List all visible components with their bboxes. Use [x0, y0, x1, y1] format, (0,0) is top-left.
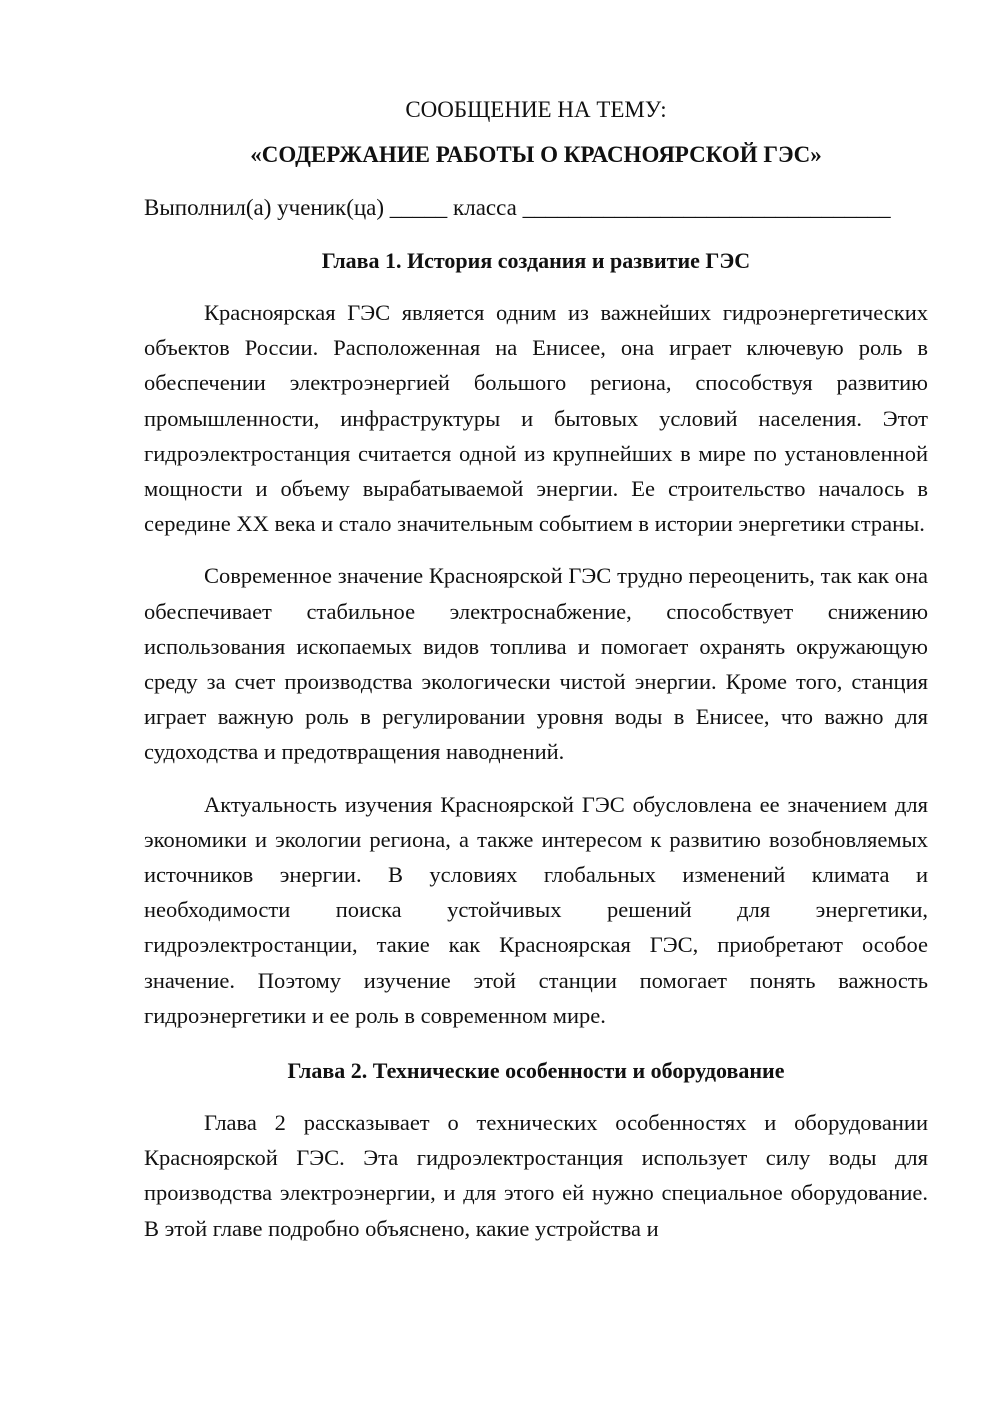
chapter-1-paragraph-1: Красноярская ГЭС является одним из важнейших гидроэнергетических объектов России. Расположенная на Енисее, она играет ключевую роль в обеспечении электроэнергией большого региона, способствуя развитию промышленности, инфраструктуры и бытовых условий населения. Этот гидроэлектростанция считается одной из крупнейших в мире по установленной мощности и объему вырабатываемой энергии. Ее строительство началось в середине XX века и стало значительным событием в истории энергетики страны. [144, 300, 928, 537]
chapter-2 [144, 1053, 928, 1246]
chapter-1-heading: Глава 1. История создания и развитие ГЭС [321, 248, 751, 273]
chapter-2-paragraph-1: Глава 2 рассказывает о технических особенностях и оборудовании Красноярской ГЭС. Эта гидроэлектростанция использует силу воды для производства электроэнергии, и для этого ей нужно специальное оборудование. В этой главе подробно объяснено, какие устройства и [144, 1110, 928, 1241]
author-line: Выполнил(а) ученик(ца) _____ класса ________________________________ [144, 195, 891, 220]
chapter-1 [144, 243, 928, 1033]
topic-label: СООБЩЕНИЕ НА ТЕМУ: [405, 97, 667, 122]
chapter-1-paragraph-3: Актуальность изучения Красноярской ГЭС обусловлена ее значением для экономики и экологии региона, а также интересом к развитию возобновляемых источников энергии. В условиях глобальных изменений климата и необходимости поиска устойчивых решений для энергетики, гидроэлектростанции, такие как Красноярская ГЭС, приобретают особое значение. Поэтому изучение этой станции помогает понять важность гидроэнергетики и ее роль в современном мире. [144, 791, 928, 1028]
document-page [144, 92, 928, 1263]
document-title: «СОДЕРЖАНИЕ РАБОТЫ О КРАСНОЯРСКОЙ ГЭС» [250, 142, 822, 167]
chapter-2-heading: Глава 2. Технические особенности и оборудование [287, 1058, 785, 1084]
chapter-1-paragraph-2: Современное значение Красноярской ГЭС трудно переоценить, так как она обеспечивает стабильное электроснабжение, способствует снижению использования ископаемых видов топлива и помогает охранять окружающую среду за счет производства экологически чистой энергии. Кроме того, станция играет важную роль в регулировании уровня воды в Енисее, что важно для судоходства и предотвращения наводнений. [144, 563, 928, 765]
